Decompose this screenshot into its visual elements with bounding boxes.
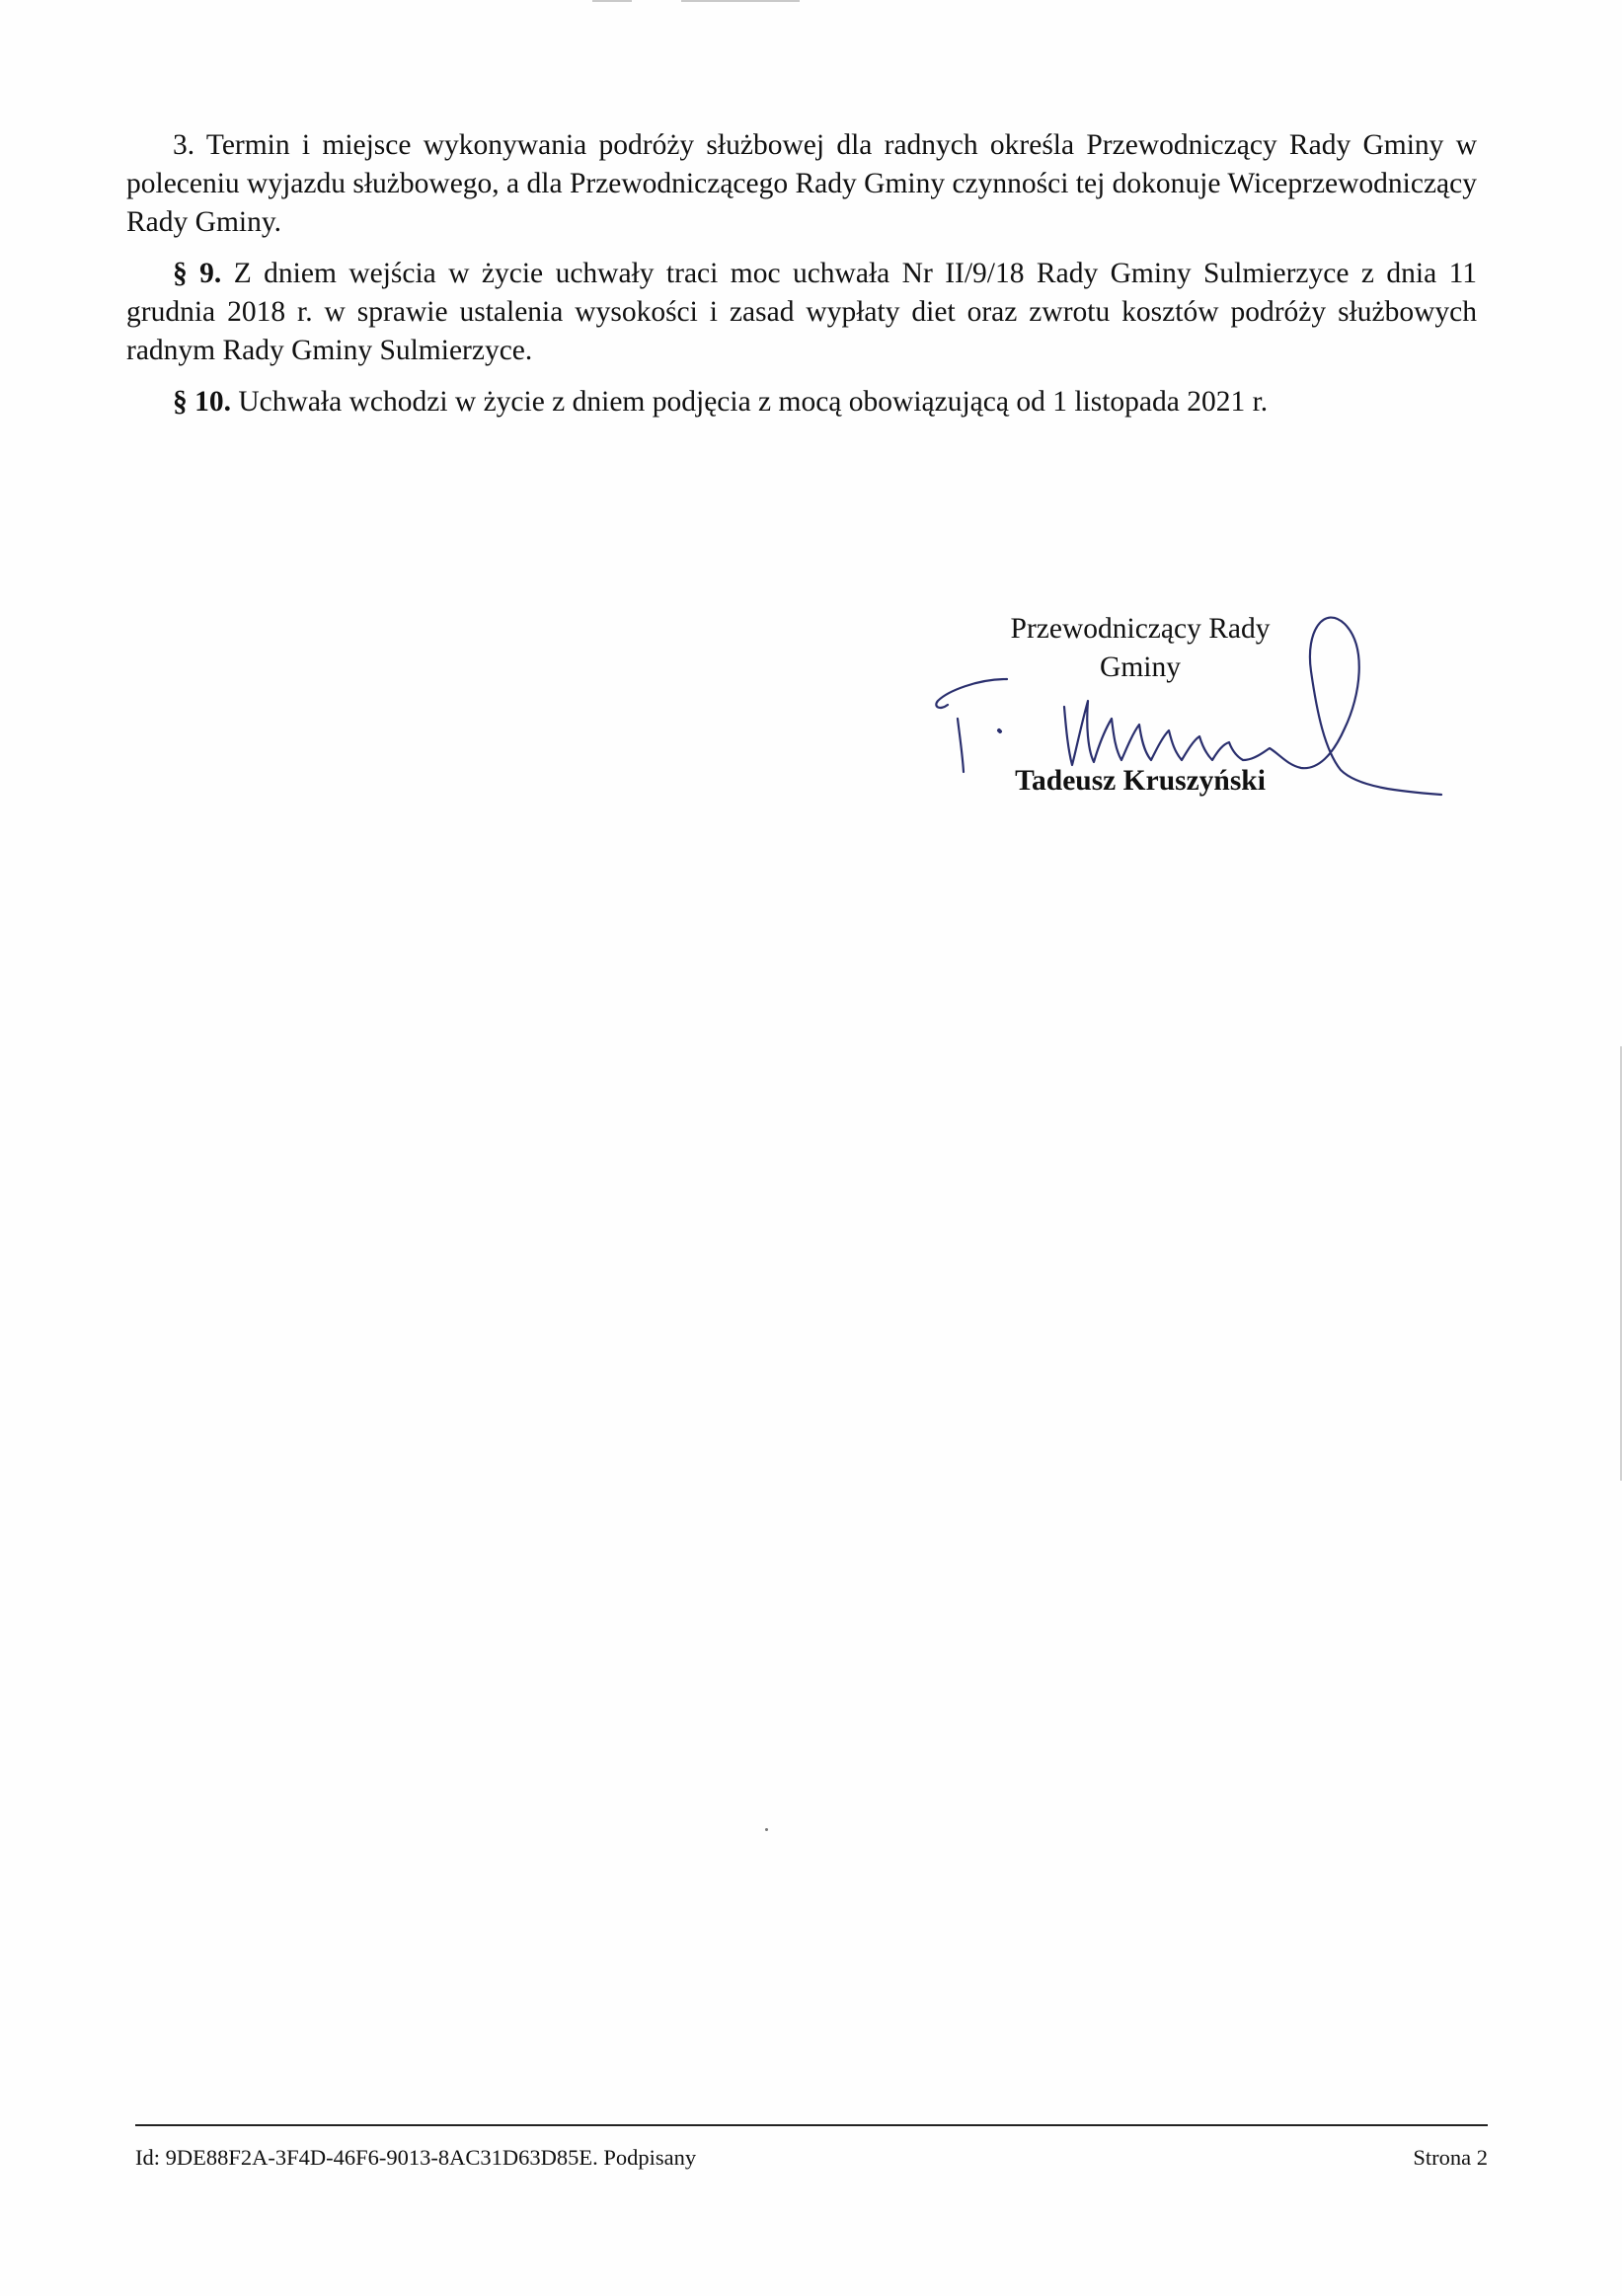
signature-stroke <box>999 730 1000 731</box>
paragraph-section-10 <box>126 383 1477 421</box>
signature-stroke <box>958 719 964 772</box>
paragraph-3 <box>126 126 1477 242</box>
paragraph-section-9 <box>126 255 1477 370</box>
page-number: Strona 2 <box>1413 2145 1488 2170</box>
paragraph-text: 3. Termin i miejsce wykonywania podróży służbowej dla radnych określa Przewodniczący Rady Gminy w poleceniu wyjazdu służbowego, a dla Przewodniczącego Rady Gminy czynności tej dokonuje Wiceprzewodniczący Rady Gminy. <box>126 129 1477 238</box>
signature-stroke <box>936 679 1007 708</box>
signatory-title-line: Gminy <box>1100 651 1181 683</box>
paragraph-text: Z dniem wejścia w życie uchwały traci moc uchwała Nr II/9/18 Rady Gminy Sulmierzyce z dnia 11 grudnia 2018 r. w sprawie ustalenia wysokości i zasad wypłaty diet oraz zwrotu kosztów podróży służbowych radnym Rady Gminy Sulmierzyce. <box>126 258 1477 366</box>
document-body <box>126 126 1477 434</box>
signatory-title-line: Przewodniczący Rady <box>1010 613 1271 645</box>
scan-edge-mark <box>592 0 632 2</box>
document-id: Id: 9DE88F2A-3F4D-46F6-9013-8AC31D63D85E. Podpisany <box>135 2145 697 2170</box>
scan-edge-mark <box>681 0 800 2</box>
paragraph-marker: § 10. <box>173 386 231 418</box>
paragraph-text: Uchwała wchodzi w życie z dniem podjęcia z mocą obowiązującą od 1 listopada 2021 r. <box>231 386 1269 418</box>
footer-divider <box>135 2124 1488 2126</box>
signatory-name: Tadeusz Kruszyński <box>1015 765 1266 797</box>
paragraph-marker: § 9. <box>173 258 222 289</box>
scan-speck <box>765 1828 768 1831</box>
